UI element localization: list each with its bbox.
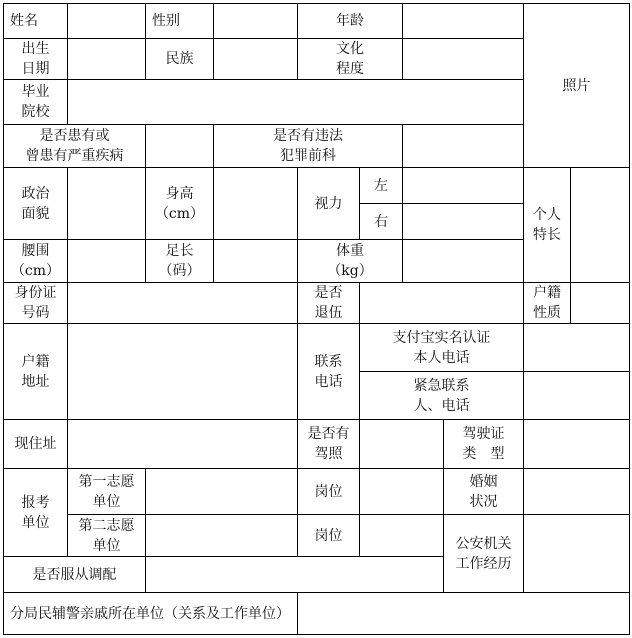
criminal-record-input[interactable] [403,125,524,168]
name-label [4,4,68,39]
retired-military-input[interactable] [360,283,524,324]
household-address-label [4,324,68,420]
age-input[interactable] [403,4,524,39]
relatives-unit-label-text: 分局民辅警亲戚所在单位（关系及工作单位） [10,605,290,622]
current-address-label [4,420,68,469]
criminal-record-label-text: 是否有违法 犯罪前科 [273,128,343,164]
accept-assignment-label [4,557,146,593]
height-label [146,168,214,240]
vision-left-input[interactable] [403,168,524,204]
row-apply-2 [4,515,630,557]
vision-right-label-text: 右 [374,213,388,230]
relatives-unit-label [4,593,298,635]
row-relatives [4,593,630,635]
specialty-label-text: 个人 特长 [533,207,561,243]
graduate-school-label-text: 毕业 院校 [21,84,50,120]
weight-input[interactable] [403,240,524,283]
license-type-input[interactable] [524,420,630,469]
row-current-address [4,420,630,469]
graduate-school-label [4,80,68,125]
ethnicity-label-text: 民族 [165,51,194,67]
photo-label-text: 照片 [562,77,591,94]
vision-label [298,168,360,240]
alipay-phone-input[interactable] [524,324,630,372]
gender-label-text: 性别 [152,13,180,29]
accept-assignment-input[interactable] [146,557,444,593]
age-label-text: 年龄 [336,13,364,29]
age-label [298,4,403,39]
emergency-contact-label [360,372,524,420]
second-choice-label [68,515,146,557]
retired-military-label-text: 是否 退伍 [314,285,343,321]
household-type-label-text: 户籍 性质 [533,285,561,321]
apply-unit-label-text: 报考 单位 [21,494,50,531]
vision-left-label [360,168,403,204]
second-choice-input[interactable] [146,515,298,557]
police-experience-label-text: 公安机关 工作经历 [455,535,512,572]
registration-form-table [3,3,630,635]
position-1-label-text: 岗位 [314,483,343,500]
id-number-label [4,283,68,324]
birth-date-label [4,39,68,80]
first-choice-input[interactable] [146,469,298,515]
foot-length-label-text: 足长 （码） [158,243,201,279]
vision-right-input[interactable] [403,204,524,240]
gender-label [146,4,214,39]
name-label-text: 姓名 [10,13,38,29]
position-2-input[interactable] [360,515,444,557]
second-choice-label-text: 第二志愿 单位 [78,517,135,554]
serious-illness-label [4,125,146,168]
foot-length-input[interactable] [214,240,298,283]
political-status-label-text: 政治 面貌 [21,185,50,222]
vision-left-label-text: 左 [374,177,388,194]
weight-label-text: 体重 （kg） [327,243,373,279]
criminal-record-label [214,125,403,168]
license-type-label [444,420,524,469]
id-number-label-text: 身份证 号码 [14,285,57,321]
ethnicity-label [146,39,214,80]
contact-phone-label-text: 联系 电话 [314,353,343,390]
household-address-label-text: 户籍 地址 [21,353,50,390]
household-address-input[interactable] [68,324,298,420]
birth-date-input[interactable] [68,39,146,80]
height-input[interactable] [214,168,298,240]
marital-status-label-text: 婚姻 状况 [469,473,498,510]
first-choice-label-text: 第一志愿 单位 [78,473,135,510]
marital-status-input[interactable] [524,469,630,515]
emergency-contact-label-text: 紧急联系 人、电话 [413,377,470,414]
police-experience-input[interactable] [524,515,630,593]
vision-right-label [360,204,403,240]
license-type-label-text: 驾驶证 类 型 [462,426,505,462]
police-experience-label [444,515,524,593]
row-apply-1 [4,469,630,515]
row-address-1 [4,324,630,372]
first-choice-label [68,469,146,515]
waist-label-text: 腰围 （cm） [10,243,61,279]
foot-length-label [146,240,214,283]
accept-assignment-label-text: 是否服从调配 [32,566,117,583]
row-id [4,283,630,324]
household-type-label [524,283,571,324]
waist-input[interactable] [68,240,146,283]
id-number-input[interactable] [68,283,298,324]
birth-date-label-text: 出生 日期 [21,41,50,77]
row-basic-1 [4,4,630,39]
serious-illness-input[interactable] [146,125,214,168]
has-license-input[interactable] [360,420,444,469]
serious-illness-label-text: 是否患有或 曾患有严重疾病 [25,128,124,164]
position-2-label [298,515,360,557]
position-1-input[interactable] [360,469,444,515]
alipay-phone-label-text: 支付宝实名认证 本人电话 [392,329,491,366]
political-status-input[interactable] [68,168,146,240]
has-license-label [298,420,360,469]
education-input[interactable] [403,39,524,80]
gender-input[interactable] [214,4,298,39]
height-label-text: 身高 （cm） [154,185,205,222]
emergency-contact-input[interactable] [524,372,630,420]
current-address-label-text: 现住址 [14,436,57,452]
apply-unit-label [4,469,68,557]
specialty-label [524,168,571,283]
political-status-label [4,168,68,240]
weight-label [298,240,403,283]
photo-box[interactable] [524,4,630,168]
has-license-label-text: 是否有 驾照 [307,426,350,462]
name-input[interactable] [68,4,146,39]
ethnicity-input[interactable] [214,39,298,80]
alipay-phone-label [360,324,524,372]
graduate-school-input[interactable] [68,80,524,125]
education-label [298,39,403,80]
position-2-label-text: 岗位 [314,527,343,544]
row-physical-1 [4,168,630,204]
household-type-input[interactable] [571,283,630,324]
waist-label [4,240,68,283]
marital-status-label [444,469,524,515]
position-1-label [298,469,360,515]
education-label-text: 文化 程度 [336,41,364,77]
current-address-input[interactable] [68,420,298,469]
contact-phone-label [298,324,360,420]
vision-label-text: 视力 [314,195,343,212]
specialty-input[interactable] [571,168,630,283]
retired-military-label [298,283,360,324]
relatives-unit-input[interactable] [298,593,630,635]
